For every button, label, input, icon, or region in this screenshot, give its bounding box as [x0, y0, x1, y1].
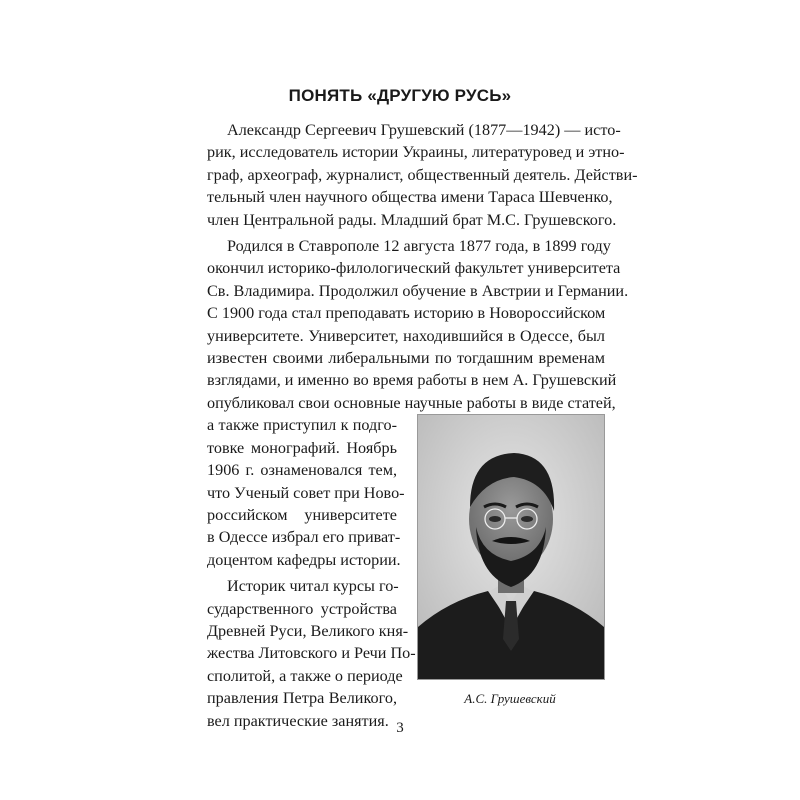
- text-line: товке монографий. Ноябрь: [207, 438, 397, 457]
- text-line: взглядами, и именно во время работы в нем А. Грушевский: [207, 371, 617, 390]
- text-line: Александр Сергеевич Грушевский (1877—1942) — исто-: [227, 121, 621, 139]
- text-line: Св. Владимира. Продолжил обучение в Австрии и Германии.: [207, 281, 629, 300]
- text-line: в Одессе избрал его приват-: [207, 528, 401, 547]
- text-line: Историк читал курсы го-: [227, 577, 399, 596]
- text-line: российском университете: [207, 505, 397, 524]
- text-line: рик, исследователь истории Украины, литературовед и этно-: [207, 143, 625, 162]
- text-line: Родился в Ставрополе 12 августа 1877 года, в 1899 году: [227, 237, 611, 256]
- text-line: тельный член научного общества имени Тараса Шевченко,: [207, 188, 613, 207]
- portrait-image: [417, 414, 605, 680]
- portrait-photo: [417, 414, 603, 678]
- photo-caption: А.С. Грушевский: [464, 691, 556, 706]
- text-line: а также приступил к подго-: [207, 416, 397, 435]
- text-line: окончил историко-филологический факультет университета: [207, 259, 621, 278]
- page-number: 3: [396, 720, 404, 736]
- text-line: университете. Университет, находившийся в Одессе, был: [207, 326, 605, 345]
- text-line: доцентом кафедры истории.: [207, 550, 401, 569]
- text-line: С 1900 года стал преподавать историю в Новороссийском: [207, 304, 606, 323]
- text-line: правления Петра Великого,: [207, 689, 397, 708]
- text-line: сударственного устройства: [207, 599, 397, 618]
- text-line: сполитой, а также о периоде: [207, 666, 403, 685]
- text-line: известен своими либеральными по тогдашним временам: [207, 349, 605, 368]
- text-line: вел практические занятия.: [207, 711, 389, 730]
- text-line: 1906 г. ознаменовался тем,: [207, 461, 397, 480]
- portrait-illustration: [418, 415, 604, 679]
- text-line: граф, археограф, журналист, общественный деятель. Действи-: [207, 165, 638, 184]
- text-line: Древней Руси, Великого кня-: [207, 621, 409, 640]
- text-line: жества Литовского и Речи По-: [207, 644, 416, 663]
- text-line: опубликовал свои основные научные работы в виде статей,: [207, 393, 616, 412]
- text-line: что Ученый совет при Ново-: [207, 483, 405, 502]
- paragraph-1: [207, 119, 638, 231]
- running-head: ПОНЯТЬ «ДРУГУЮ РУСЬ»: [288, 86, 512, 105]
- text-line: член Центральной рады. Младший брат М.С. Грушевского.: [207, 210, 617, 229]
